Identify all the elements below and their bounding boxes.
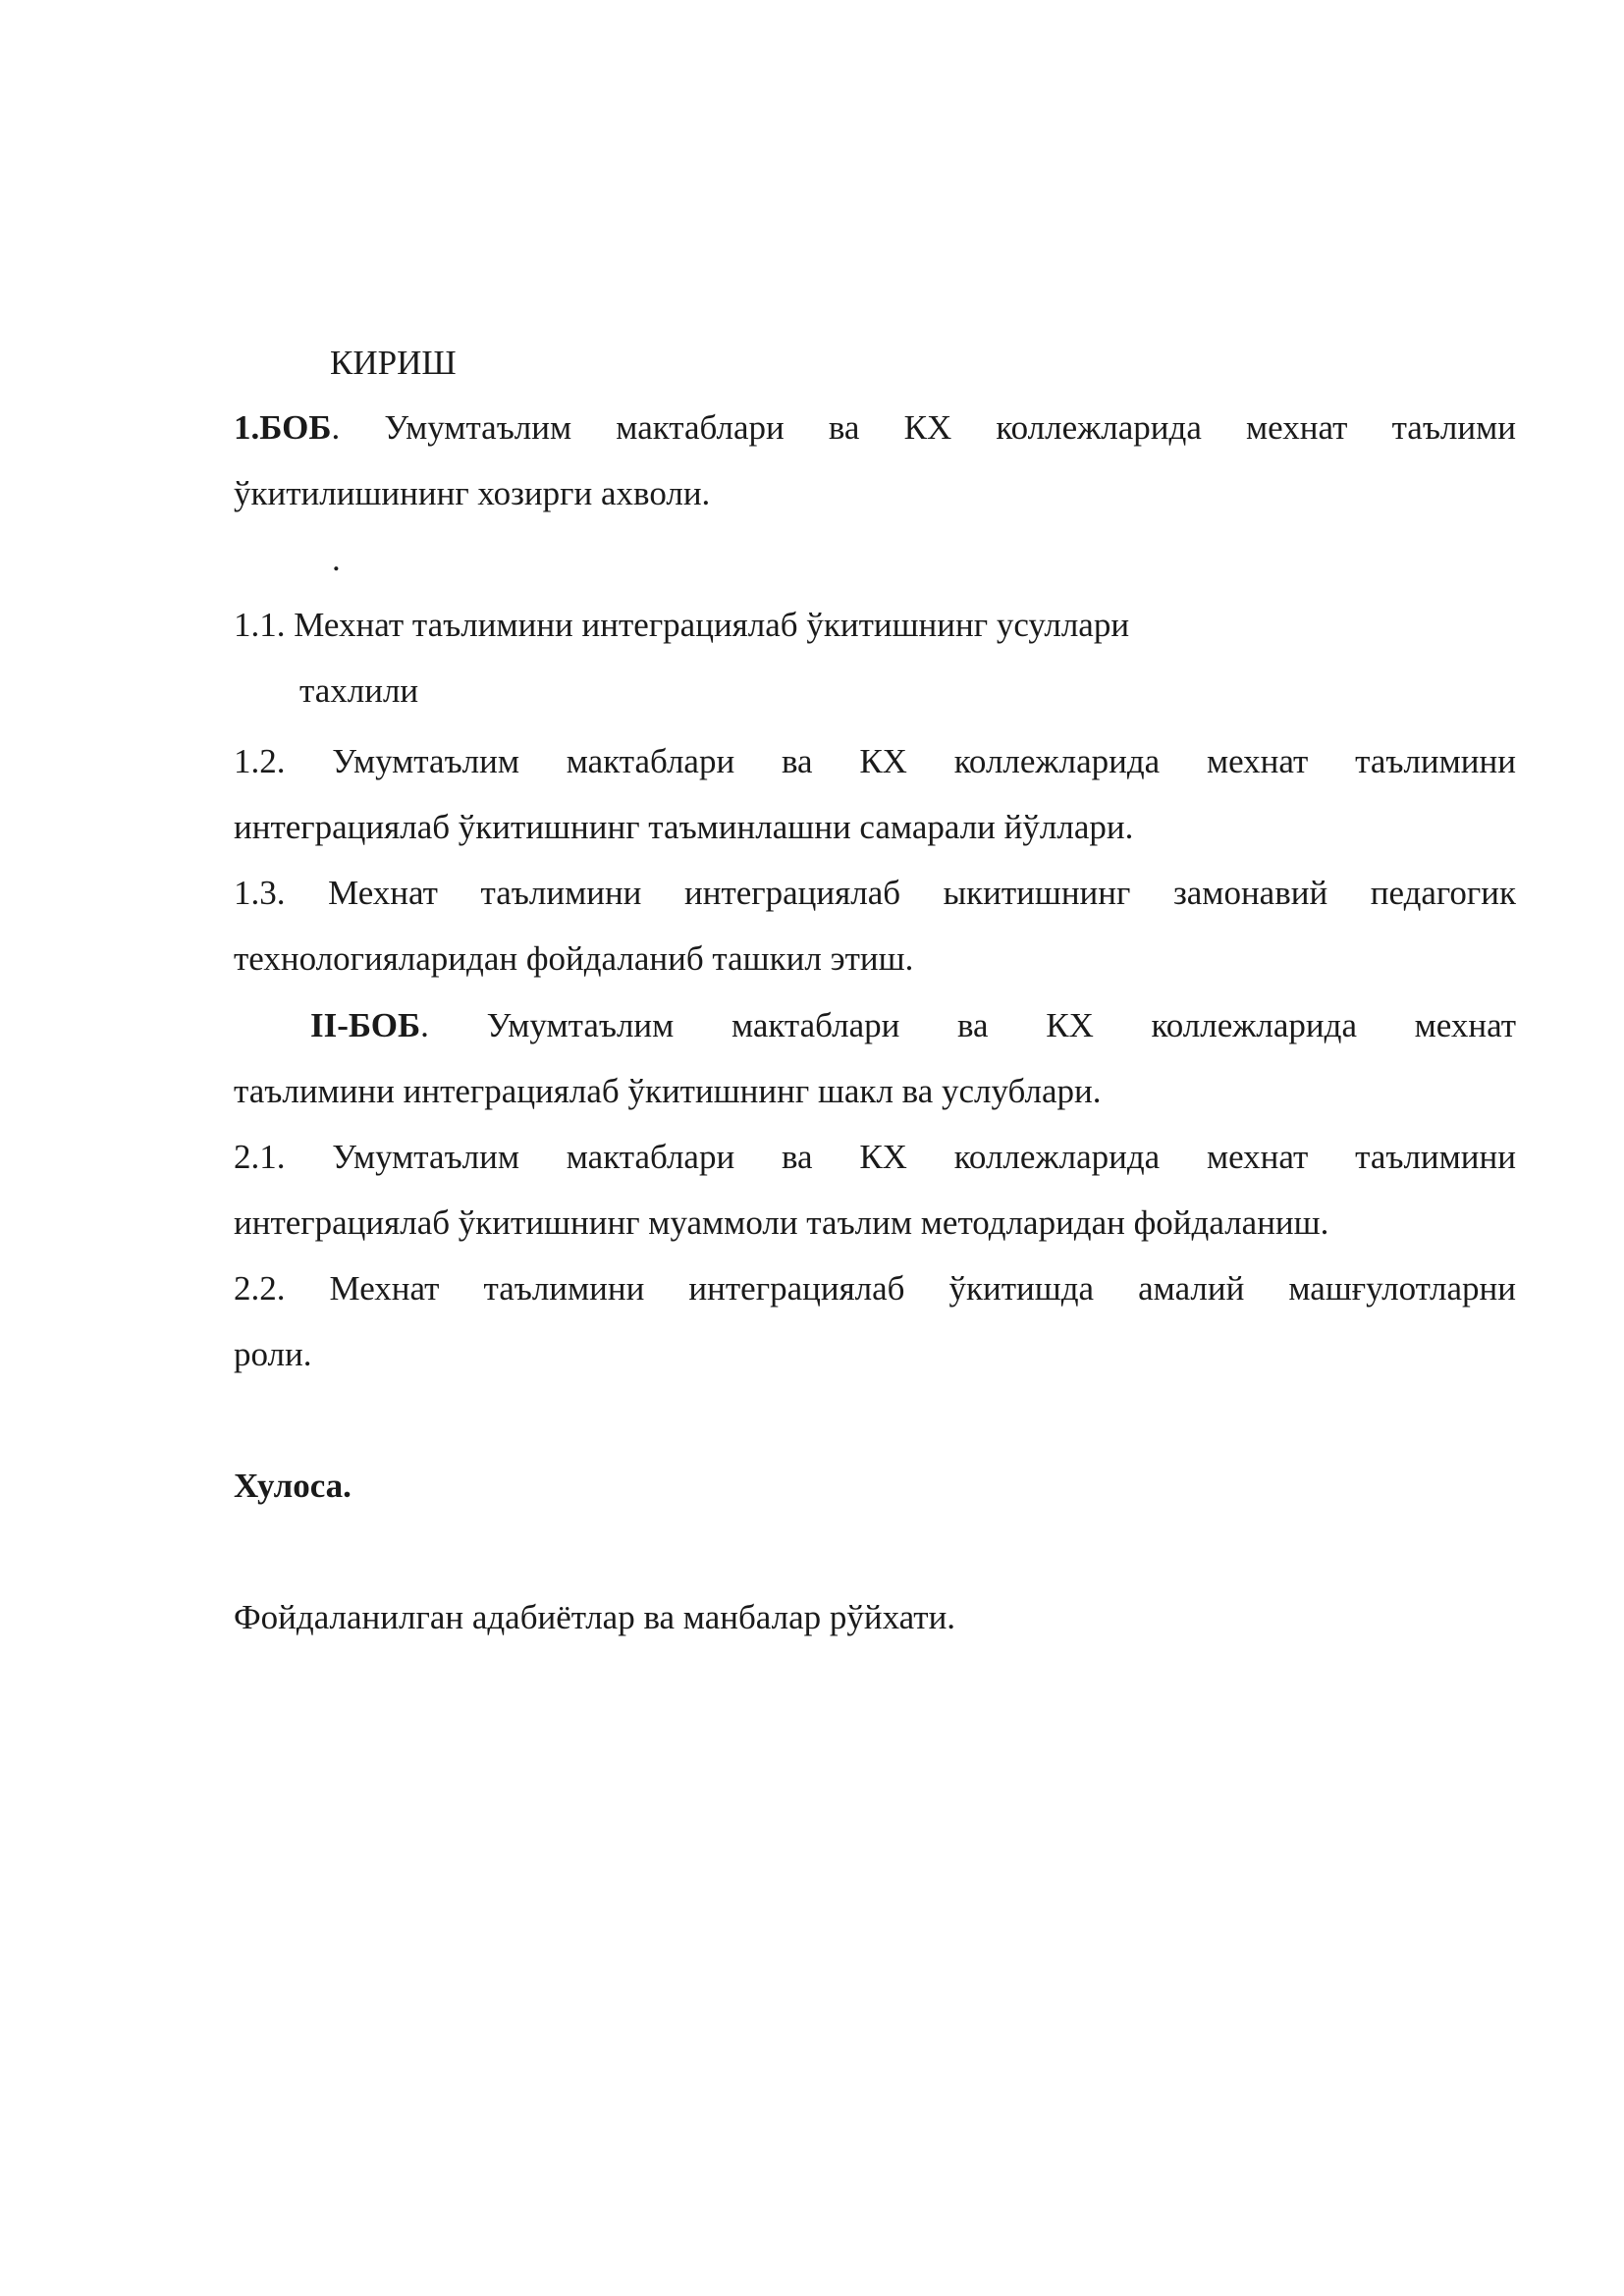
toc-chapter-2 xyxy=(234,992,1516,1124)
section-2-1-line-2: интеграциялаб ўкитишнинг муаммоли таълим методларидан фойдаланиш. xyxy=(234,1203,1329,1242)
section-1-2-line-1: 1.2. Умумтаълим мактаблари ва КХ коллежларида мехнат таълимини xyxy=(234,742,1516,780)
chapter-1-title-line-2: ўкитилишининг хозирги ахволи. xyxy=(234,474,711,512)
toc-references xyxy=(234,1584,1516,1650)
section-1-3-line-2: технологияларидан фойдаланиб ташкил этиш. xyxy=(234,939,914,978)
toc-chapter-1 xyxy=(234,395,1516,526)
section-2-1-line-1: 2.1. Умумтаълим мактаблари ва КХ коллежларида мехнат таълимини xyxy=(234,1138,1516,1176)
chapter-1-label: 1.БОБ xyxy=(234,408,332,447)
references-text: Фойдаланилган адабиётлар ва манбалар рўйхати. xyxy=(234,1598,956,1636)
chapter-2-line-1 xyxy=(234,992,1516,1058)
section-1-3-line-1: 1.3. Мехнат таълимини интеграциялаб ыкитишнинг замонавий педагогик xyxy=(234,874,1516,912)
toc-section-2-1 xyxy=(234,1124,1516,1255)
conclusion-text: Хулоса. xyxy=(234,1467,352,1505)
section-2-2-line-2: роли. xyxy=(234,1335,312,1373)
chapter-2-title-line-1: . Умумтаълим мактаблари ва КХ коллежларида мехнат xyxy=(420,1006,1516,1044)
section-1-1-line-1: 1.1. Мехнат таълимини интеграциялаб ўкитишнинг усуллари xyxy=(234,606,1130,644)
toc-section-1-3 xyxy=(234,860,1516,991)
toc-section-2-2 xyxy=(234,1255,1516,1387)
toc-section-1-2 xyxy=(234,728,1516,860)
toc-intro-text: КИРИШ xyxy=(330,344,457,382)
toc-conclusion xyxy=(234,1453,1516,1519)
chapter-2-label: II-БОБ xyxy=(310,1006,421,1044)
section-1-1-line-2: тахлили xyxy=(299,671,419,710)
chapter-2-title-line-2: таълимини интеграциялаб ўкитишнинг шакл ва услублари. xyxy=(234,1072,1102,1110)
toc-section-1-1 xyxy=(234,592,1516,723)
toc-intro xyxy=(330,330,919,396)
section-2-2-line-1: 2.2. Мехнат таълимини интеграциялаб ўкитишда амалий машғулотларни xyxy=(234,1269,1516,1308)
chapter-1-title-line-1: . Умумтаълим мактаблари ва КХ коллежларида мехнат таълими xyxy=(331,408,1516,447)
toc-dot-text: . xyxy=(332,540,341,578)
toc-dot xyxy=(332,526,430,592)
chapter-1-line-1 xyxy=(234,395,1516,460)
section-1-2-line-2: интеграциялаб ўкитишнинг таъминлашни самарали йўллари. xyxy=(234,808,1134,846)
